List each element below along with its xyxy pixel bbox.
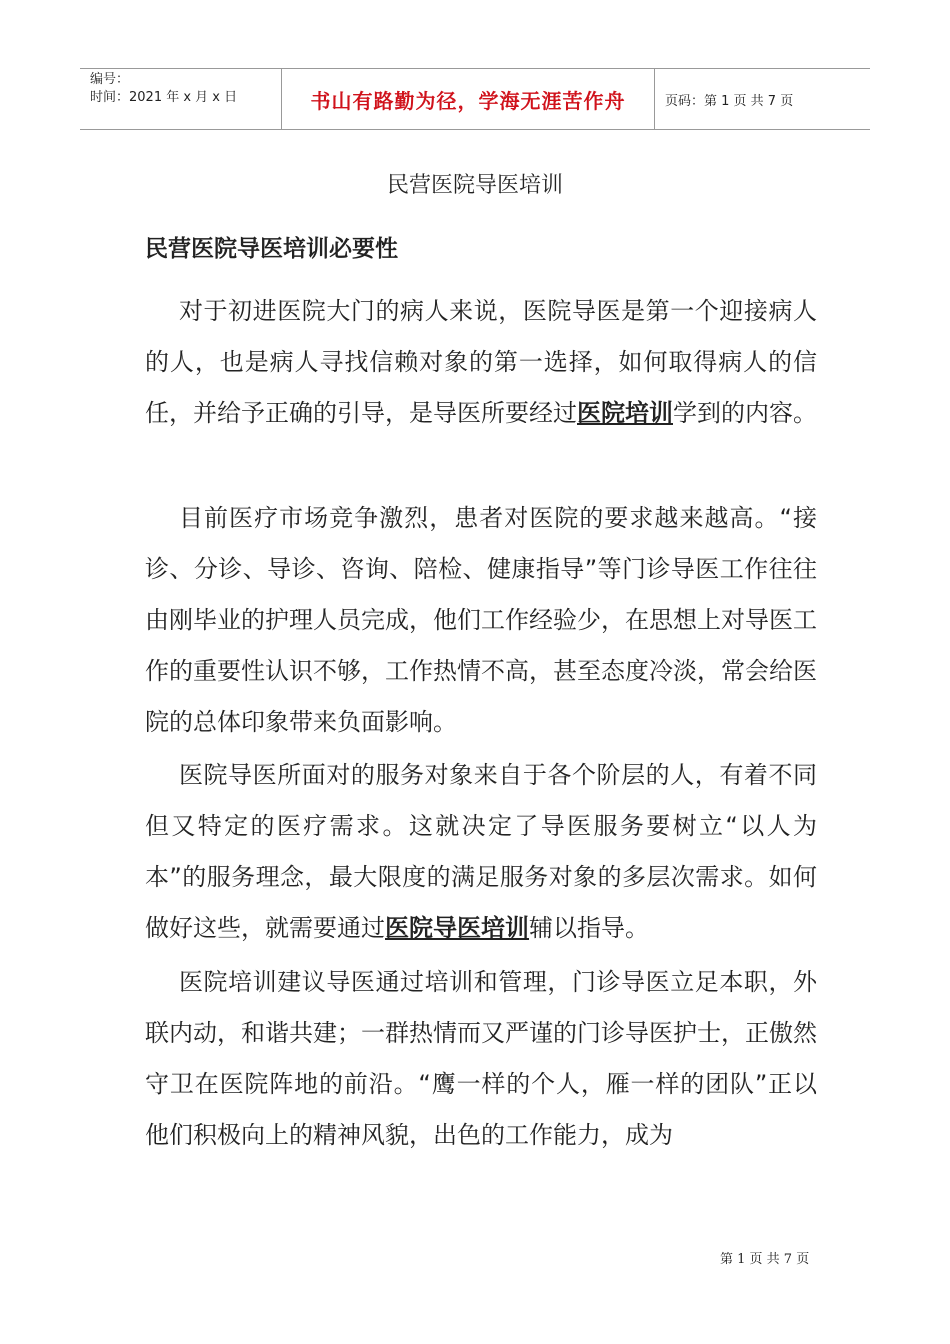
header-page-cell (655, 69, 870, 129)
paragraph-1-text: 对于初进医院大门的病人来说，医院导医是第一个迎接病人的人，也是病人寻找信赖对象的第一选择，如何取得病人的信任，并给予正确的引导，是导医所要经过 (145, 297, 817, 427)
header-page-number: 页码：第 1 页 共 7 页 (665, 93, 794, 109)
paragraph-3 (145, 750, 817, 954)
paragraph-1 (145, 286, 817, 439)
paragraph-3-text-end: 辅以指导。 (529, 914, 649, 942)
header-motto-cell (282, 69, 655, 129)
document-title: 民营医院导医培训 (386, 173, 563, 198)
paragraph-1-text-end: 学到的内容。 (673, 399, 817, 427)
page-footer: 第 1 页 共 7 页 (720, 1252, 810, 1267)
document-number-label: 编号： (90, 72, 130, 87)
hospital-training-link[interactable]: 医院培训 (577, 399, 673, 427)
paragraph-4: 医院培训建议导医通过培训和管理，门诊导医立足本职，外联内动，和谐共建；一群热情而又严谨的门诊导医护士，正傲然守卫在医院阵地的前沿。“鹰一样的个人，雁一样的团队”正以他们积极向上的精神风貌，出色的工作能力，成为 (145, 968, 817, 1149)
page-header (80, 68, 870, 130)
header-info-cell (80, 69, 282, 129)
section-heading: 民营医院导医培训必要性 (145, 236, 398, 262)
header-motto: 书山有路勤为径，学海无涯苦作舟 (310, 88, 626, 113)
paragraph-2: 目前医疗市场竞争激烈，患者对医院的要求越来越高。“接诊、分诊、导诊、咨询、陪检、健康指导”等门诊导医工作往往由刚毕业的护理人员完成，他们工作经验少，在思想上对导医工作的重要性认识不够，工作热情不高，甚至态度冷淡，常会给医院的总体印象带来负面影响。 (145, 504, 817, 736)
document-date-label: 时间：2021 年 x 月 x 日 (90, 90, 238, 105)
hospital-guide-training-link[interactable]: 医院导医培训 (385, 914, 529, 942)
paragraph-3-text: 医院导医所面对的服务对象来自于各个阶层的人，有着不同但又特定的医疗需求。这就决定了导医服务要树立“以人为本”的服务理念，最大限度的满足服务对象的多层次需求。如何做好这些，就需要通过 (145, 761, 817, 942)
